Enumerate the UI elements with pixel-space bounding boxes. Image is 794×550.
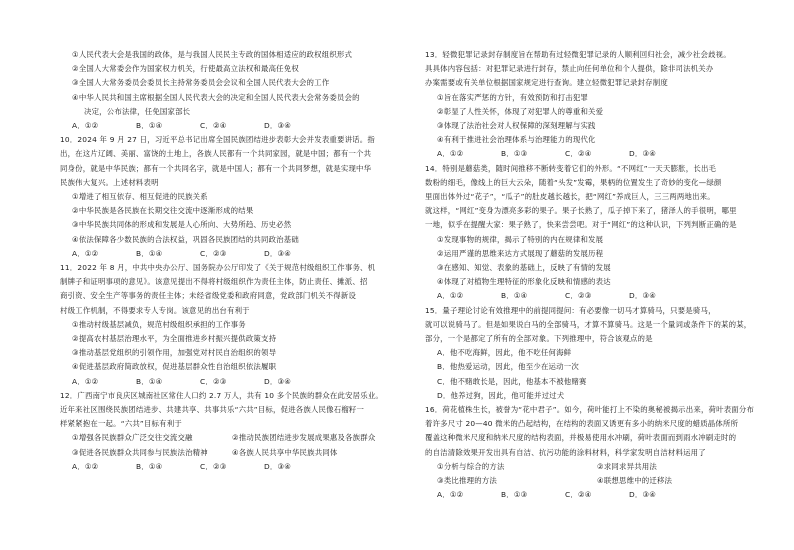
q15-stem-2: 就可以说骑马了。但是如果说白马的全部骑马，才算不算骑马。这是一个量词或条件下的某的某， — [425, 319, 752, 329]
q10-stem-4: 民族伟大复兴。上述材料表明 — [60, 177, 159, 187]
q13-option-d[interactable]: D．③④ — [629, 149, 657, 159]
q15-stem-3: 部分，一个是都定了所有的全部对象。下列推理中，符合该观点的是 — [425, 334, 653, 344]
q13-option-c[interactable]: C．②④ — [565, 149, 592, 159]
q16-options — [425, 488, 763, 502]
q11-option-a[interactable]: A．①② — [72, 376, 99, 386]
right-column — [425, 48, 763, 503]
q11-option-b[interactable]: B．①④ — [136, 376, 163, 386]
q11-item-1: ①推动村级基层减负，规范村级组织承担的工作事务 — [72, 319, 246, 329]
q16-item-1: ①分析与综合的方法 — [437, 461, 505, 471]
q10-options — [60, 247, 395, 261]
q9-options — [60, 119, 395, 133]
q12-items-row-2 — [60, 446, 395, 460]
q15-option-d[interactable]: D．他养过狗，因此，他可能并过过犬 — [437, 390, 565, 400]
q10-option-a[interactable]: A．①② — [72, 248, 99, 258]
q15-option-b[interactable]: B．他热爱运动，因此，他至少在运动一次 — [437, 362, 579, 372]
q12-item-3: ③促进各民族群众共同参与民族法治精神 — [72, 447, 208, 457]
q14-option-a[interactable]: A．①② — [437, 291, 464, 301]
question-15 — [425, 304, 763, 403]
q13-item-4: ④有利于推进社会治理体系与治理能力的现代化 — [437, 135, 596, 145]
q11-stem-2: 制牌子和证明事项的意见》。该意见提出不得将村级组织作为责任主体，防止责任、摊派、招 — [60, 277, 368, 287]
q16-stem-4: 的自洁清除效果开发出具有自洁、抗污功能的涂料材料，科学家发明自洁材料运用了 — [425, 447, 706, 457]
q12-stem-2: 近年来社区围绕民族团结进步、共建共享、共事共乐“六共”目标，促进各族人民像石榴籽一 — [60, 405, 365, 415]
q16-item-3: ③类比推理的方法 — [437, 476, 497, 486]
q14-option-b[interactable]: B．①④ — [501, 291, 528, 301]
q10-item-4: ④依法保障各少数民族的合法权益，巩固各民族团结的共同政治基础 — [72, 234, 299, 244]
q16-items-row-1 — [425, 460, 763, 474]
q11-options — [60, 375, 395, 389]
q9-option-a[interactable]: A．①② — [72, 121, 99, 131]
q13-item-3: ③体现了法治社会对人权保障的深刻理解与实践 — [437, 121, 596, 131]
q12-option-a[interactable]: A．①② — [72, 461, 99, 471]
q14-stem-3: 里面出体外过“花子”，“瓜子”的肚皮越长越长，把“网红”养成巨人，三三两两地出来。 — [425, 192, 715, 202]
q14-item-3: ③在感知、知觉、表象的基础上，反映了有情的发展 — [437, 263, 611, 273]
q11-stem-4: 村级工作机制，不得要求专人专岗。该意见的出台有利于 — [60, 305, 250, 315]
q10-item-2: ②中华民族是各民族在长期交往交流中逐渐形成的结果 — [72, 206, 254, 216]
q16-option-d[interactable]: D．③④ — [629, 490, 657, 500]
q11-item-2: ②提高农村基层治理水平，为全面推进乡村振兴提供政策支持 — [72, 334, 277, 344]
q14-option-c[interactable]: C．②③ — [565, 291, 592, 301]
q14-stem-4: 就这样，“网红”变身为漂亮多彩的果子。果子长熟了，瓜子掉下来了，猪泽人的手很明，哪里 — [425, 206, 737, 216]
q12-option-b[interactable]: B．①④ — [136, 461, 163, 471]
question-11 — [60, 261, 395, 389]
q16-option-a[interactable]: A．①② — [437, 490, 464, 500]
q14-stem-2: 数粉的细毛，像线上的巨大云朵，随着“头发”发霉，果柄的位置发生了奇妙的变化—绿颜 — [425, 177, 722, 187]
q12-item-2: ②推动民族团结进步发展成果惠及各族群众 — [232, 433, 376, 443]
q13-item-1: ①旨在落实严惩的方针，有效预防和打击犯罪 — [437, 92, 589, 102]
q12-items-row-1 — [60, 431, 395, 445]
question-16 — [425, 403, 763, 502]
q10-item-3: ③中华民族共同体的形成和发展是人心所向、大势所趋、历史必然 — [72, 220, 292, 230]
q13-stem-1: 13．轻微犯罪记录封存制度旨在帮助有过轻微犯罪记录的人顺利回归社会，减少社会歧视。 — [425, 50, 731, 59]
q14-item-2: ②运用严谨的思维来达方式展现了蘑菇的发展历程 — [437, 248, 604, 258]
q9-option-d[interactable]: D．③④ — [264, 121, 292, 131]
q14-item-1: ①发现事物的规律，揭示了特别的内在规律和发展 — [437, 234, 604, 244]
q10-option-c[interactable]: C．②③ — [200, 248, 227, 258]
q14-stem-1: 14．特别是蘑菇类，随时间推移不断转变着它们的外形。“不网红”一天天膨胀，长出毛 — [425, 163, 717, 173]
q11-option-c[interactable]: C．②③ — [200, 376, 227, 386]
q12-stem-1: 12．广西南宁市良庆区城南社区常住人口约 2.7 万人，共有 10 多个民族的群众在此安居乐业。 — [60, 390, 384, 400]
question-9-tail — [60, 48, 395, 133]
q9-option-b[interactable]: B．①④ — [136, 121, 163, 131]
q13-item-2: ②彰显了人性关怀，体现了对犯罪人的尊重和关爱 — [437, 106, 604, 116]
q12-item-4: ④各族人民共享中华民族共同体 — [232, 447, 338, 457]
question-12 — [60, 389, 395, 474]
q10-stem-2: 出，在这片辽阔、美丽、富饶的土地上，各族人民都有一个共同家园，就是中国；都有一个共 — [60, 149, 372, 159]
q10-option-d[interactable]: D．③④ — [264, 248, 292, 258]
q11-option-d[interactable]: D．③④ — [264, 376, 292, 386]
q10-stem-3: 同身份，就是中华民族；都有一个共同名字，就是中国人；都有一个共同梦想，就是实现中华 — [60, 163, 372, 173]
question-14 — [425, 162, 763, 304]
q12-item-1: ①增强各民族群众广泛交往交流交融 — [72, 433, 193, 443]
q9-item-4-cont: 决定，公布法律，任免国家部长 — [84, 106, 191, 116]
q10-option-b[interactable]: B．①④ — [136, 248, 163, 258]
q9-item-2: ②全国人大常委会作为国家权力机关，行使最高立法权和最高任免权 — [72, 64, 299, 74]
question-10 — [60, 133, 395, 261]
q16-option-b[interactable]: B．①③ — [501, 490, 528, 500]
q12-stem-3: 样紧紧抱在一起。“六共”目标有利于 — [60, 419, 182, 429]
q10-item-1: ①增进了相互依存、相互促进的民族关系 — [72, 192, 208, 202]
q13-stem-2: 具具体内容包括：对犯罪记录进行封存，禁止向任何单位和个人提供，除非司法机关办 — [425, 64, 714, 74]
q15-stem-1: 15．量子理论讨论有效推理中的前提同提问：有必要像一切马才算骑马，只要是骑马， — [425, 305, 716, 315]
q9-item-3: ③全国人大常务委员会委员长主持常务委员会会议和全国人民代表大会的工作 — [72, 78, 330, 88]
q14-options — [425, 289, 763, 303]
q16-items-row-2 — [425, 474, 763, 488]
q9-option-c[interactable]: C．②④ — [200, 121, 227, 131]
q11-stem-1: 11．2022 年 8 月，中共中央办公厅、国务院办公厅印发了《关于规范村级组织工作事务、机 — [60, 263, 376, 273]
q15-option-c[interactable]: C．他不赌敢长是，因此，他基本不被他赌赛 — [437, 376, 587, 386]
q11-item-3: ③推动基层党组织的引领作用，加强党对村民自治组织的领导 — [72, 348, 277, 358]
q16-stem-2: 着许多尺寸 20—40 微米的凸起结构，在结构的表面又诱更有多小的纳米尺度的蜡质晶体所所 — [425, 419, 739, 429]
left-column — [60, 48, 395, 474]
q12-option-d[interactable]: D．③④ — [264, 461, 292, 471]
q11-item-4: ④促进基层政府简政放权，促进基层群众性自治组织依法履职 — [72, 362, 277, 372]
q16-stem-1: 16．荷花植株生长，被誉为“花中君子”。如今，荷叶能打上不染的奥秘被揭示出来，荷叶表面分布 — [425, 405, 755, 415]
q16-option-c[interactable]: C．②④ — [565, 490, 592, 500]
q15-option-a[interactable]: A．他不吃海鲜，因此，他不吃任何海鲜 — [437, 348, 572, 358]
q16-item-4: ④联想思维中的迁移法 — [597, 476, 673, 486]
q16-stem-3: 覆盖这种微米尺度和纳米尺度的结构表面，并极易使用水冲刷，荷叶表面而到雨水冲刷走时的 — [425, 433, 737, 443]
question-13 — [425, 48, 763, 162]
q13-options — [425, 147, 763, 161]
q10-stem-1: 10．2024 年 9 月 27 日，习近平总书记出席全国民族团结进步表彰大会并发表重要讲话。指 — [60, 135, 375, 145]
q12-option-c[interactable]: C．②③ — [200, 461, 227, 471]
q14-item-4: ④体现了对植物生理特征的形象化反映和情感的表达 — [437, 277, 611, 287]
q11-stem-3: 商引资、安全生产等事务的责任主体；未经省级党委和政府同意，党政部门机关不得新设 — [60, 291, 357, 301]
q14-option-d[interactable]: D．③④ — [629, 291, 657, 301]
q16-item-2: ②求同求异共用法 — [597, 461, 657, 471]
q13-option-b[interactable]: B．①③ — [501, 149, 528, 159]
q13-option-a[interactable]: A．①② — [437, 149, 464, 159]
q13-stem-3: 办案需要或有关单位根据国家规定进行查询。建立轻微犯罪记录封存制度 — [425, 78, 668, 88]
q14-stem-5: 一地，似乎在提醒大家：果子熟了，快来尝尝吧。对于“网红”的这种认识，下列判断正确的是 — [425, 220, 737, 230]
q12-options — [60, 460, 395, 474]
q9-item-1: ①人民代表大会是我国的政体，是与我国人民民主专政的国体相适应的政权组织形式 — [72, 50, 353, 59]
q9-item-4: ④中华人民共和国主席根据全国人民代表大会的决定和全国人民代表大会常务委员会的 — [72, 92, 360, 102]
